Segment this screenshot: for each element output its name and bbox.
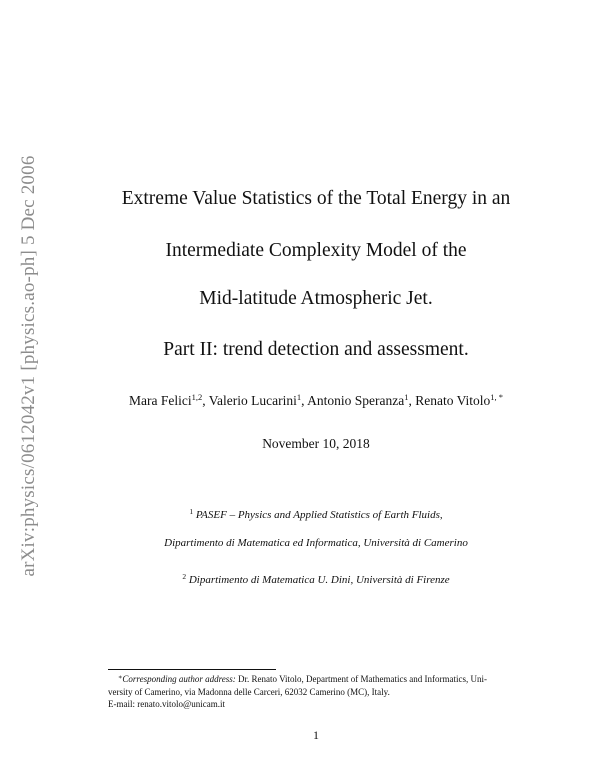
paper-title-line-3: Mid-latitude Atmospheric Jet. bbox=[199, 288, 433, 309]
author-affiliation-mark: 1,2 bbox=[191, 392, 203, 402]
footnote-mark: ∗ bbox=[118, 674, 123, 681]
page-number: 1 bbox=[313, 728, 319, 742]
affiliation-mark: 1 bbox=[189, 507, 194, 516]
footnote-label: Corresponding author address: bbox=[122, 674, 236, 684]
footnote-separator bbox=[108, 669, 276, 670]
footnote-text: Dr. Renato Vitolo, Department of Mathematics and Informatics, Uni- bbox=[235, 674, 487, 684]
corresponding-author-footnote bbox=[108, 673, 526, 711]
paper-title-line-1: Extreme Value Statistics of the Total Energy in an bbox=[121, 188, 511, 209]
footnote-email: E-mail: renato.vitolo@unicam.it bbox=[108, 699, 226, 709]
affiliation-text: Dipartimento di Matematica U. Dini, Università di Firenze bbox=[188, 574, 450, 586]
author-separator: , bbox=[202, 393, 209, 408]
affiliation-text: PASEF – Physics and Applied Statistics of Earth Fluids, bbox=[195, 509, 443, 521]
affiliation-mark: 2 bbox=[182, 572, 187, 581]
affiliation-2 bbox=[0, 574, 600, 586]
arxiv-identifier-stamp: arXiv:physics/0612042v1 [physics.ao-ph] 5 Dec 2006 bbox=[18, 155, 39, 577]
author-name: Renato Vitolo bbox=[415, 393, 491, 408]
footnote-line-2: versity of Camerino, via Madonna delle Carceri, 62032 Camerino (MC), Italy. bbox=[108, 686, 390, 697]
author-list bbox=[0, 393, 600, 409]
author-name: Valerio Lucarini bbox=[208, 393, 297, 408]
paper-title-line-4: Part II: trend detection and assessment. bbox=[163, 339, 469, 360]
author-affiliation-mark: 1 bbox=[296, 392, 302, 402]
affiliation-1-line-2: Dipartimento di Matematica ed Informatica, Università di Camerino bbox=[164, 537, 468, 549]
author-separator: , bbox=[408, 393, 416, 408]
footnote-line-1 bbox=[108, 673, 526, 686]
author-affiliation-mark: 1, * bbox=[490, 392, 504, 402]
publication-date: November 10, 2018 bbox=[262, 436, 370, 451]
author-name: Mara Felici bbox=[128, 393, 192, 408]
affiliation-1-line-1 bbox=[0, 509, 600, 521]
author-name: Antonio Speranza bbox=[307, 393, 405, 408]
author-affiliation-mark: 1 bbox=[404, 392, 409, 402]
paper-title-line-2: Intermediate Complexity Model of the bbox=[165, 240, 467, 261]
author-separator: , bbox=[301, 393, 308, 408]
